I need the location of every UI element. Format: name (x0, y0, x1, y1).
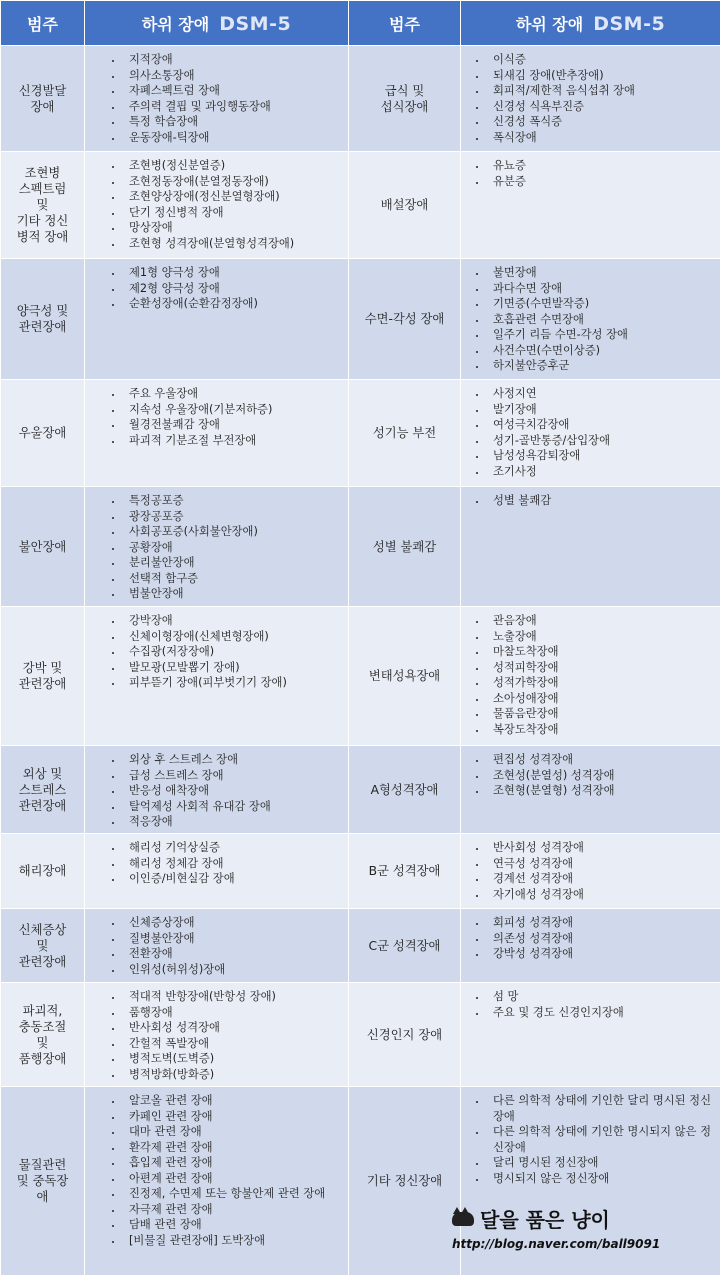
subdisorder-list (461, 493, 720, 509)
list-item: • 성별 불쾌감 (487, 493, 716, 509)
subdisorder-list (461, 386, 720, 479)
subdisorder-list (461, 52, 720, 145)
list-item: • 환각제 관련 장애 (123, 1140, 344, 1156)
list-item: • 회피성 성격장애 (487, 915, 716, 931)
list-item: • 흡입제 관련 장애 (123, 1155, 344, 1171)
category-label-line: 외상 및 (22, 766, 63, 781)
category-label-line: 기타 정신 (16, 214, 69, 228)
list-item: • 광장공포증 (123, 509, 344, 525)
dsm5-tag-right: DSM-5 (593, 12, 666, 35)
subdisorder-cell-left (85, 834, 349, 909)
list-item: • 주의력 결핍 및 과잉행동장애 (123, 99, 344, 115)
subdisorder-cell-right (461, 380, 720, 487)
subdisorder-list (461, 840, 720, 902)
category-cell-left (1, 909, 85, 983)
list-item: • 의사소통장애 (123, 68, 344, 84)
category-cell-left (1, 152, 85, 259)
list-item: • 성적가학장애 (487, 675, 716, 691)
subdisorder-cell-left (85, 380, 349, 487)
list-item: • 피부뜯기 장애(피부벗기기 장애) (123, 675, 344, 691)
category-label-line: 성기능 부전 (372, 426, 437, 440)
category-cell-right (349, 487, 461, 607)
list-item: • 지속성 우울장애(기분저하증) (123, 402, 344, 418)
category-label-line: 및 중독장 (16, 1174, 69, 1188)
subdisorder-cell-left (85, 909, 349, 983)
category-label-line: 조현병 (24, 166, 61, 180)
category-label-line: 신경인지 장애 (366, 1027, 443, 1042)
list-item: • 범불안장애 (123, 586, 344, 602)
subdisorder-cell-left (85, 746, 349, 834)
list-item: • 되새김 장애(반추장애) (487, 68, 716, 84)
table-row (1, 46, 720, 152)
category-cell-right (349, 1087, 461, 1276)
list-item: • 발기장애 (487, 402, 716, 418)
category-label-line: 파괴적, (22, 1003, 63, 1018)
list-item: • 특정공포증 (123, 493, 344, 509)
list-item: • 여성극치감장애 (487, 417, 716, 433)
watermark-url: http://blog.naver.com/ball9091 (452, 1237, 661, 1251)
list-item: • 주요 우울장애 (123, 386, 344, 402)
list-item: • 유뇨증 (487, 158, 716, 174)
list-item: • 섬 망 (487, 989, 716, 1005)
subdisorder-list (85, 752, 348, 830)
subdisorder-list (85, 158, 348, 251)
subdisorder-cell-right (461, 487, 720, 607)
subdisorder-cell-left (85, 46, 349, 152)
list-item: • 반사회성 성격장애 (123, 1020, 344, 1036)
dsm5-tag-left: DSM-5 (219, 12, 292, 35)
list-item: • 소아성애장애 (487, 691, 716, 707)
list-item: • 월경전불쾌감 장애 (123, 417, 344, 433)
list-item: • 물품음란장애 (487, 706, 716, 722)
category-label-line: 변태성욕장애 (368, 669, 441, 683)
category-cell-left (1, 607, 85, 746)
subdisorder-list (461, 1093, 720, 1186)
list-item: • 분리불안장애 (123, 555, 344, 571)
category-cell-left (1, 259, 85, 380)
watermark-name: 달을 품은 냥이 (480, 1208, 610, 1232)
category-label-line: 애 (36, 1190, 49, 1204)
table-row (1, 746, 720, 834)
list-item: • 신경성 폭식증 (487, 114, 716, 130)
subdisorder-list (461, 158, 720, 189)
list-item: • 단기 정신병적 장애 (123, 205, 344, 221)
category-label-line: 스트레스 (18, 782, 67, 797)
list-item: • 사건수면(수면이상증) (487, 343, 716, 359)
table-row (1, 834, 720, 909)
list-item: • 해리성 기억상실증 (123, 840, 344, 856)
category-label-line: A형성격장애 (370, 782, 439, 797)
list-item: • 신경성 식욕부진증 (487, 99, 716, 115)
header-category-left-label: 범주 (27, 14, 58, 34)
list-item: • 경계선 성격장애 (487, 871, 716, 887)
list-item: • 성기-골반통증/삽입장애 (487, 433, 716, 449)
list-item: • 조현형(분열형) 성격장애 (487, 783, 716, 799)
subdisorder-cell-right (461, 152, 720, 259)
category-label-line: 물질관련 (18, 1158, 67, 1172)
category-label-line: 품행장애 (18, 1051, 67, 1066)
list-item: • 명시되지 않은 정신장애 (487, 1171, 716, 1187)
list-item: • 불면장애 (487, 265, 716, 281)
subdisorder-cell-left (85, 607, 349, 746)
list-item: • 제2형 양극성 장애 (123, 281, 344, 297)
category-label-line: 및 (36, 938, 49, 953)
list-item: • 일주기 리듬 수면-각성 장애 (487, 327, 716, 343)
list-item: • 조현병(정신분열증) (123, 158, 344, 174)
list-item: • 기면증(수면발작증) (487, 296, 716, 312)
list-item: • 아편계 관련 장애 (123, 1171, 344, 1187)
list-item: • 탈억제성 사회적 유대감 장애 (123, 799, 344, 815)
subdisorder-cell-left (85, 487, 349, 607)
subdisorder-cell-left (85, 983, 349, 1087)
category-cell-right (349, 983, 461, 1087)
category-label-line: 신체증상 (18, 922, 67, 937)
subdisorder-cell-right (461, 983, 720, 1087)
subdisorder-list (461, 915, 720, 962)
category-cell-right (349, 46, 461, 152)
subdisorder-list (461, 613, 720, 737)
category-label-line: 및 (36, 198, 49, 212)
subdisorder-list (85, 265, 348, 312)
category-label-line: 스펙트럼 (18, 182, 67, 196)
category-label-line: 관련장애 (18, 798, 67, 813)
list-item: • 편집성 성격장애 (487, 752, 716, 768)
list-item: • 사정지연 (487, 386, 716, 402)
category-label-line: 기타 정신장애 (366, 1174, 443, 1188)
category-cell-right (349, 152, 461, 259)
list-item: • 강박장애 (123, 613, 344, 629)
category-cell-left (1, 983, 85, 1087)
subdisorder-cell-right (461, 46, 720, 152)
list-item: • 병적도벽(도벽증) (123, 1051, 344, 1067)
category-label-line: 우울장애 (18, 426, 67, 440)
list-item: • 조기사정 (487, 464, 716, 480)
list-item: • 망상장애 (123, 220, 344, 236)
list-item: • 의존성 성격장애 (487, 931, 716, 947)
category-cell-left (1, 834, 85, 909)
header-category-right (349, 1, 461, 46)
list-item: • 간헐적 폭발장애 (123, 1036, 344, 1052)
subdisorder-cell-right (461, 607, 720, 746)
category-label-line: 수면-각성 장애 (364, 312, 445, 326)
list-item: • 연극성 성격장애 (487, 856, 716, 872)
list-item: • 유분증 (487, 174, 716, 190)
list-item: • 폭식장애 (487, 130, 716, 146)
list-item: • 복장도착장애 (487, 722, 716, 738)
table-row (1, 909, 720, 983)
list-item: • 외상 후 스트레스 장애 (123, 752, 344, 768)
header-subdisorders-right (461, 1, 720, 46)
subdisorder-list (461, 752, 720, 799)
list-item: • 선택적 함구증 (123, 571, 344, 587)
list-item: • 수집광(저장장애) (123, 644, 344, 660)
list-item: • 조현성(분열성) 성격장애 (487, 768, 716, 784)
list-item: • 호흡관련 수면장애 (487, 312, 716, 328)
subdisorder-list (85, 915, 348, 977)
category-label-line: 섭식장애 (380, 99, 429, 114)
list-item: • 공황장애 (123, 540, 344, 556)
category-label-line: 성별 불쾌감 (372, 539, 437, 554)
subdisorder-cell-left (85, 259, 349, 380)
category-cell-right (349, 380, 461, 487)
subdisorder-list (461, 989, 720, 1020)
list-item: • 강박성 성격장애 (487, 946, 716, 962)
table-row (1, 380, 720, 487)
header-row (1, 1, 720, 46)
list-item: • 남성성욕감퇴장애 (487, 448, 716, 464)
category-label-line: C군 성격장애 (368, 938, 441, 953)
category-label-line: 장애 (30, 99, 55, 114)
table-row (1, 487, 720, 607)
list-item: • 인위성(허위성)장애 (123, 962, 344, 978)
category-cell-left (1, 746, 85, 834)
subdisorder-list (85, 386, 348, 448)
header-category-right-label: 범주 (389, 14, 420, 34)
list-item: • 관음장애 (487, 613, 716, 629)
list-item: • 달리 명시된 정신장애 (487, 1155, 716, 1171)
list-item: • 적대적 반항장애(반항성 장애) (123, 989, 344, 1005)
subdisorder-list (85, 840, 348, 887)
list-item: • 적응장애 (123, 814, 344, 830)
category-label-line: 강박 및 (22, 661, 63, 675)
header-subdisorders-left (85, 1, 349, 46)
category-label-line: 관련장애 (18, 954, 67, 969)
category-label-line: 양극성 및 (16, 304, 69, 318)
list-item: • 진정제, 수면제 또는 항불안제 관련 장애 (123, 1186, 344, 1202)
header-subdisorders-left-label: 하위 장애 (141, 14, 210, 34)
category-label-line: 신경발달 (18, 83, 67, 98)
subdisorder-cell-right (461, 259, 720, 380)
list-item: • 주요 및 경도 신경인지장애 (487, 1005, 716, 1021)
category-label-line: 및 (36, 1035, 49, 1050)
list-item: • 다른 의학적 상태에 기인한 달리 명시된 정신장애 (487, 1093, 716, 1124)
category-label-line: 급식 및 (384, 83, 425, 98)
list-item: • 대마 관련 장애 (123, 1124, 344, 1140)
list-item: • 지적장애 (123, 52, 344, 68)
list-item: • 성적피학장애 (487, 660, 716, 676)
category-label-line: 관련장애 (18, 677, 67, 691)
list-item: • 자극제 관련 장애 (123, 1202, 344, 1218)
list-item: • 조현형 성격장애(분열형성격장애) (123, 236, 344, 252)
category-label-line: 배설장애 (380, 198, 429, 212)
list-item: • 제1형 양극성 장애 (123, 265, 344, 281)
list-item: • 해리성 정체감 장애 (123, 856, 344, 872)
list-item: • 신체증상장애 (123, 915, 344, 931)
list-item: • 조현양상장애(정신분열형장애) (123, 189, 344, 205)
list-item: • 발모광(모발뽑기 장애) (123, 660, 344, 676)
category-cell-left (1, 46, 85, 152)
category-cell-right (349, 746, 461, 834)
category-label-line: 관련장애 (18, 320, 67, 334)
list-item: • 순환성장애(순환감정장애) (123, 296, 344, 312)
list-item: • 담배 관련 장애 (123, 1217, 344, 1233)
category-cell-left (1, 380, 85, 487)
subdisorder-cell-right (461, 834, 720, 909)
list-item: • 마찰도착장애 (487, 644, 716, 660)
list-item: • 조현정동장애(분열정동장애) (123, 174, 344, 190)
list-item: • 노출장애 (487, 629, 716, 645)
list-item: • 자폐스펙트럼 장애 (123, 83, 344, 99)
category-cell-right (349, 834, 461, 909)
list-item: • 반응성 애착장애 (123, 783, 344, 799)
table-row (1, 983, 720, 1087)
list-item: • 하지불안증후군 (487, 358, 716, 374)
category-cell-right (349, 259, 461, 380)
category-label-line: 불안장애 (18, 539, 67, 554)
list-item: • 회피적/제한적 음식섭취 장애 (487, 83, 716, 99)
category-label-line: B군 성격장애 (368, 864, 441, 878)
category-label-line: 충동조절 (18, 1019, 67, 1034)
list-item: • 사회공포증(사회불안장애) (123, 524, 344, 540)
list-item: • 병적방화(방화증) (123, 1067, 344, 1083)
subdisorder-cell-left (85, 1087, 349, 1276)
list-item: • 운동장애-틱장애 (123, 130, 344, 146)
list-item: • 알코올 관련 장애 (123, 1093, 344, 1109)
subdisorder-cell-right (461, 746, 720, 834)
subdisorder-list (85, 52, 348, 145)
list-item: • 자기애성 성격장애 (487, 887, 716, 903)
category-cell-right (349, 909, 461, 983)
subdisorder-cell-left (85, 152, 349, 259)
list-item: • 신체이형장애(신체변형장애) (123, 629, 344, 645)
subdisorder-list (461, 265, 720, 374)
list-item: • 질병불안장애 (123, 931, 344, 947)
list-item: • 이식증 (487, 52, 716, 68)
list-item: • 품행장애 (123, 1005, 344, 1021)
category-cell-left (1, 1087, 85, 1276)
list-item: • 카페인 관련 장애 (123, 1109, 344, 1125)
subdisorder-list (85, 1093, 348, 1248)
list-item: • 특정 학습장애 (123, 114, 344, 130)
list-item: • 이인증/비현실감 장애 (123, 871, 344, 887)
list-item: • [비물질 관련장애] 도박장애 (123, 1233, 344, 1249)
list-item: • 전환장애 (123, 946, 344, 962)
cat-icon (452, 1212, 474, 1226)
list-item: • 과다수면 장애 (487, 281, 716, 297)
category-cell-left (1, 487, 85, 607)
header-subdisorders-right-label: 하위 장애 (515, 14, 584, 34)
subdisorder-list (85, 493, 348, 602)
table-row (1, 152, 720, 259)
subdisorder-list (85, 989, 348, 1082)
list-item: • 다른 의학적 상태에 기인한 명시되지 않은 정신장애 (487, 1124, 716, 1155)
category-label-line: 해리장애 (18, 864, 67, 878)
list-item: • 파괴적 기분조절 부전장애 (123, 433, 344, 449)
table-row (1, 259, 720, 380)
subdisorder-cell-right (461, 909, 720, 983)
list-item: • 급성 스트레스 장애 (123, 768, 344, 784)
subdisorder-list (85, 613, 348, 691)
category-label-line: 병적 장애 (16, 230, 69, 244)
list-item: • 반사회성 성격장애 (487, 840, 716, 856)
header-category-left (1, 1, 85, 46)
category-cell-right (349, 607, 461, 746)
watermark (452, 1204, 660, 1251)
table-row (1, 607, 720, 746)
